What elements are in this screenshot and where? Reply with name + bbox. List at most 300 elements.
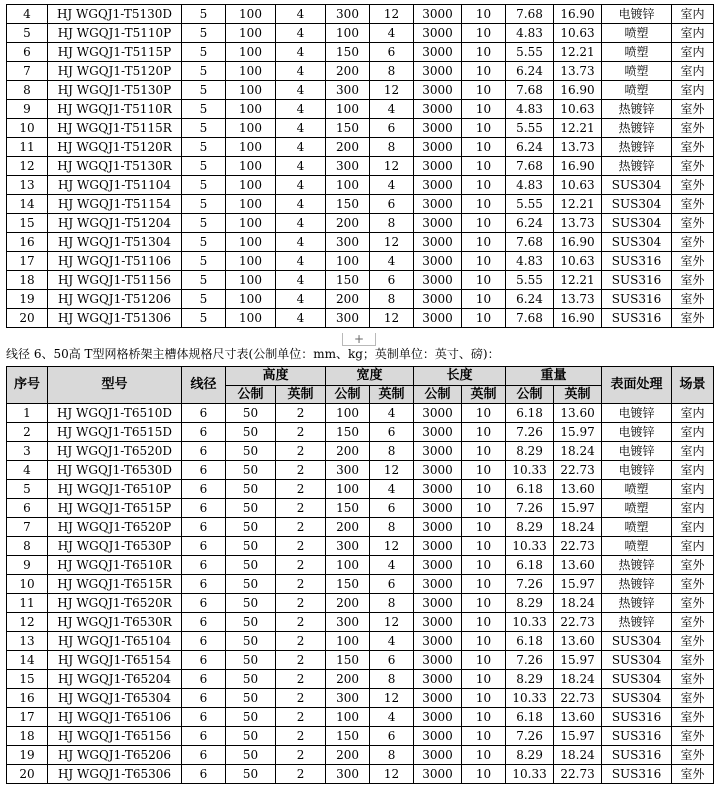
cell-surface: 热镀锌	[602, 613, 672, 632]
cell-width-imperial: 4	[370, 480, 414, 499]
header-height-imperial: 英制	[276, 386, 326, 404]
cell-length-imperial: 10	[462, 708, 506, 727]
cell-seq: 10	[7, 119, 48, 138]
cell-width-metric: 150	[326, 271, 370, 290]
cell-model: HJ WGQJ1-T6515D	[48, 423, 182, 442]
cell-weight-metric: 4.83	[506, 100, 554, 119]
cell-height-metric: 50	[226, 480, 276, 499]
cell-height-imperial: 2	[276, 537, 326, 556]
cell-width-metric: 100	[326, 556, 370, 575]
cell-wire: 5	[182, 62, 226, 81]
cell-surface: SUS304	[602, 670, 672, 689]
cell-wire: 5	[182, 100, 226, 119]
cell-wire: 5	[182, 138, 226, 157]
cell-width-metric: 100	[326, 480, 370, 499]
cell-height-imperial: 2	[276, 404, 326, 423]
table-row	[7, 632, 714, 651]
cell-scene: 室内	[672, 461, 714, 480]
cell-length-metric: 3000	[414, 271, 462, 290]
cell-surface: 热镀锌	[602, 157, 672, 176]
cell-width-imperial: 6	[370, 727, 414, 746]
cell-surface: SUS316	[602, 252, 672, 271]
cell-width-imperial: 8	[370, 670, 414, 689]
cell-height-metric: 50	[226, 689, 276, 708]
cell-length-metric: 3000	[414, 575, 462, 594]
table-row	[7, 119, 714, 138]
cell-height-metric: 100	[226, 252, 276, 271]
cell-weight-imperial: 13.73	[554, 290, 602, 309]
cell-height-imperial: 4	[276, 119, 326, 138]
cell-model: HJ WGQJ1-T6515R	[48, 575, 182, 594]
cell-model: HJ WGQJ1-T65206	[48, 746, 182, 765]
cell-width-metric: 100	[326, 100, 370, 119]
cell-model: HJ WGQJ1-T51154	[48, 195, 182, 214]
cell-length-imperial: 10	[462, 5, 506, 24]
cell-scene: 室外	[672, 176, 714, 195]
cell-width-imperial: 6	[370, 43, 414, 62]
cell-weight-metric: 5.55	[506, 195, 554, 214]
cell-surface: 热镀锌	[602, 100, 672, 119]
cell-width-metric: 200	[326, 670, 370, 689]
cell-scene: 室外	[672, 100, 714, 119]
cell-scene: 室外	[672, 157, 714, 176]
cell-seq: 10	[7, 575, 48, 594]
cell-length-metric: 3000	[414, 138, 462, 157]
cell-height-imperial: 2	[276, 442, 326, 461]
cell-height-metric: 100	[226, 214, 276, 233]
cell-weight-imperial: 13.60	[554, 404, 602, 423]
cell-model: HJ WGQJ1-T65306	[48, 765, 182, 784]
cell-weight-metric: 7.68	[506, 5, 554, 24]
table-row	[7, 499, 714, 518]
cell-weight-metric: 7.26	[506, 575, 554, 594]
cell-width-imperial: 6	[370, 651, 414, 670]
cell-height-imperial: 4	[276, 157, 326, 176]
cell-weight-imperial: 18.24	[554, 670, 602, 689]
cell-surface: 电镀锌	[602, 442, 672, 461]
cell-height-metric: 50	[226, 518, 276, 537]
cell-scene: 室外	[672, 309, 714, 328]
cell-length-imperial: 10	[462, 613, 506, 632]
cell-height-imperial: 4	[276, 252, 326, 271]
cell-width-imperial: 8	[370, 442, 414, 461]
cell-model: HJ WGQJ1-T6510P	[48, 480, 182, 499]
cell-surface: 热镀锌	[602, 138, 672, 157]
cell-length-imperial: 10	[462, 233, 506, 252]
cell-width-metric: 300	[326, 613, 370, 632]
table-row	[7, 613, 714, 632]
cell-length-imperial: 10	[462, 24, 506, 43]
table-row	[7, 480, 714, 499]
table-row	[7, 309, 714, 328]
cell-width-metric: 100	[326, 252, 370, 271]
cell-model: HJ WGQJ1-T5130D	[48, 5, 182, 24]
cell-scene: 室内	[672, 480, 714, 499]
cell-weight-metric: 10.33	[506, 613, 554, 632]
table-row	[7, 214, 714, 233]
cell-height-metric: 100	[226, 290, 276, 309]
cell-width-imperial: 4	[370, 404, 414, 423]
cell-scene: 室内	[672, 499, 714, 518]
cell-weight-metric: 4.83	[506, 24, 554, 43]
cell-seq: 6	[7, 43, 48, 62]
cell-wire: 5	[182, 271, 226, 290]
cell-length-imperial: 10	[462, 480, 506, 499]
cell-surface: 喷塑	[602, 499, 672, 518]
cell-weight-metric: 6.18	[506, 556, 554, 575]
table-row	[7, 518, 714, 537]
cell-wire: 5	[182, 214, 226, 233]
cell-height-imperial: 2	[276, 689, 326, 708]
cell-length-imperial: 10	[462, 290, 506, 309]
cell-wire: 6	[182, 518, 226, 537]
table-row	[7, 670, 714, 689]
cell-weight-imperial: 12.21	[554, 43, 602, 62]
cell-surface: SUS304	[602, 651, 672, 670]
cell-height-imperial: 2	[276, 613, 326, 632]
cell-width-metric: 150	[326, 575, 370, 594]
cell-scene: 室外	[672, 214, 714, 233]
cell-wire: 6	[182, 746, 226, 765]
cell-length-metric: 3000	[414, 480, 462, 499]
cell-length-imperial: 10	[462, 461, 506, 480]
header-width: 宽度	[326, 367, 414, 386]
cell-seq: 5	[7, 480, 48, 499]
cell-weight-metric: 4.83	[506, 176, 554, 195]
cell-length-imperial: 10	[462, 499, 506, 518]
cell-model: HJ WGQJ1-T51104	[48, 176, 182, 195]
cell-surface: 喷塑	[602, 43, 672, 62]
cell-width-metric: 100	[326, 632, 370, 651]
cell-width-metric: 200	[326, 214, 370, 233]
cell-width-metric: 300	[326, 461, 370, 480]
table-row	[7, 689, 714, 708]
cell-model: HJ WGQJ1-T65304	[48, 689, 182, 708]
table-row	[7, 138, 714, 157]
cell-length-imperial: 10	[462, 309, 506, 328]
cell-scene: 室外	[672, 613, 714, 632]
cell-height-imperial: 4	[276, 233, 326, 252]
cell-weight-imperial: 22.73	[554, 461, 602, 480]
header-width-imperial: 英制	[370, 386, 414, 404]
cell-weight-imperial: 13.60	[554, 556, 602, 575]
cell-weight-imperial: 18.24	[554, 442, 602, 461]
cell-width-metric: 200	[326, 594, 370, 613]
cell-seq: 20	[7, 765, 48, 784]
cell-length-imperial: 10	[462, 252, 506, 271]
cell-height-imperial: 2	[276, 556, 326, 575]
cell-width-imperial: 4	[370, 100, 414, 119]
cell-length-imperial: 10	[462, 271, 506, 290]
cell-seq: 4	[7, 5, 48, 24]
cell-width-imperial: 4	[370, 708, 414, 727]
table-row	[7, 81, 714, 100]
cell-scene: 室内	[672, 24, 714, 43]
cell-model: HJ WGQJ1-T6520D	[48, 442, 182, 461]
cell-surface: SUS304	[602, 689, 672, 708]
cell-length-metric: 3000	[414, 708, 462, 727]
cell-wire: 5	[182, 81, 226, 100]
cell-seq: 15	[7, 214, 48, 233]
header-width-metric: 公制	[326, 386, 370, 404]
cell-height-metric: 100	[226, 233, 276, 252]
cell-model: HJ WGQJ1-T5110R	[48, 100, 182, 119]
cell-weight-imperial: 15.97	[554, 727, 602, 746]
cell-length-metric: 3000	[414, 556, 462, 575]
cell-model: HJ WGQJ1-T65104	[48, 632, 182, 651]
cell-model: HJ WGQJ1-T6510D	[48, 404, 182, 423]
cell-surface: SUS304	[602, 195, 672, 214]
cell-height-imperial: 4	[276, 195, 326, 214]
cell-height-metric: 50	[226, 727, 276, 746]
cell-seq: 16	[7, 233, 48, 252]
cell-height-imperial: 4	[276, 24, 326, 43]
cell-model: HJ WGQJ1-T51304	[48, 233, 182, 252]
cell-model: HJ WGQJ1-T65204	[48, 670, 182, 689]
cell-model: HJ WGQJ1-T65156	[48, 727, 182, 746]
cell-weight-metric: 6.18	[506, 632, 554, 651]
cell-surface: 热镀锌	[602, 575, 672, 594]
cell-weight-metric: 6.18	[506, 708, 554, 727]
cell-weight-imperial: 13.60	[554, 708, 602, 727]
cell-seq: 13	[7, 176, 48, 195]
cell-wire: 6	[182, 670, 226, 689]
cell-width-imperial: 6	[370, 499, 414, 518]
cell-surface: 喷塑	[602, 24, 672, 43]
cell-weight-metric: 5.55	[506, 43, 554, 62]
cell-surface: 喷塑	[602, 62, 672, 81]
cell-weight-imperial: 10.63	[554, 176, 602, 195]
cell-surface: 电镀锌	[602, 5, 672, 24]
cell-length-metric: 3000	[414, 537, 462, 556]
table-row	[7, 5, 714, 24]
cell-surface: 喷塑	[602, 480, 672, 499]
cell-length-metric: 3000	[414, 176, 462, 195]
table-row	[7, 100, 714, 119]
cell-surface: 热镀锌	[602, 119, 672, 138]
table-row	[7, 43, 714, 62]
cell-weight-metric: 7.68	[506, 157, 554, 176]
cell-model: HJ WGQJ1-T51106	[48, 252, 182, 271]
cell-weight-imperial: 10.63	[554, 100, 602, 119]
cell-wire: 5	[182, 233, 226, 252]
cell-seq: 18	[7, 271, 48, 290]
cell-width-imperial: 12	[370, 613, 414, 632]
cell-wire: 6	[182, 442, 226, 461]
cell-length-imperial: 10	[462, 214, 506, 233]
cell-scene: 室外	[672, 138, 714, 157]
cell-length-imperial: 10	[462, 575, 506, 594]
cell-width-metric: 200	[326, 290, 370, 309]
cell-model: HJ WGQJ1-T51206	[48, 290, 182, 309]
cell-length-imperial: 10	[462, 62, 506, 81]
cell-height-metric: 50	[226, 499, 276, 518]
cell-width-imperial: 8	[370, 214, 414, 233]
cell-width-imperial: 8	[370, 594, 414, 613]
cell-weight-imperial: 16.90	[554, 5, 602, 24]
cell-weight-imperial: 13.73	[554, 138, 602, 157]
cell-wire: 6	[182, 727, 226, 746]
cell-scene: 室外	[672, 632, 714, 651]
cell-surface: SUS316	[602, 271, 672, 290]
cell-height-metric: 50	[226, 613, 276, 632]
spec-table-wire-6	[6, 366, 714, 784]
spec-table-wire-5	[6, 4, 714, 328]
header-height: 高度	[226, 367, 326, 386]
cell-height-imperial: 2	[276, 594, 326, 613]
cell-width-imperial: 12	[370, 5, 414, 24]
cell-height-imperial: 2	[276, 727, 326, 746]
cell-surface: SUS316	[602, 727, 672, 746]
cell-length-metric: 3000	[414, 290, 462, 309]
cell-height-imperial: 2	[276, 499, 326, 518]
cell-height-metric: 50	[226, 765, 276, 784]
table-row	[7, 765, 714, 784]
cell-weight-metric: 6.24	[506, 290, 554, 309]
cell-seq: 15	[7, 670, 48, 689]
table-row	[7, 233, 714, 252]
cell-model: HJ WGQJ1-T51306	[48, 309, 182, 328]
cell-length-metric: 3000	[414, 727, 462, 746]
cell-surface: SUS316	[602, 309, 672, 328]
cell-width-metric: 300	[326, 233, 370, 252]
cell-scene: 室内	[672, 442, 714, 461]
cell-height-imperial: 2	[276, 708, 326, 727]
cell-width-metric: 200	[326, 518, 370, 537]
cell-height-imperial: 4	[276, 290, 326, 309]
cell-height-metric: 50	[226, 651, 276, 670]
cell-height-metric: 100	[226, 176, 276, 195]
cell-model: HJ WGQJ1-T6530P	[48, 537, 182, 556]
cell-width-imperial: 12	[370, 81, 414, 100]
cell-seq: 16	[7, 689, 48, 708]
table-row	[7, 423, 714, 442]
cell-width-imperial: 8	[370, 518, 414, 537]
cell-width-imperial: 4	[370, 556, 414, 575]
cell-scene: 室外	[672, 727, 714, 746]
cell-height-metric: 100	[226, 271, 276, 290]
cell-width-imperial: 12	[370, 157, 414, 176]
cell-wire: 6	[182, 404, 226, 423]
cell-seq: 7	[7, 518, 48, 537]
cell-height-metric: 100	[226, 138, 276, 157]
cell-model: HJ WGQJ1-T5130P	[48, 81, 182, 100]
cell-height-metric: 100	[226, 24, 276, 43]
cell-height-imperial: 2	[276, 765, 326, 784]
cell-wire: 6	[182, 613, 226, 632]
cell-length-metric: 3000	[414, 765, 462, 784]
cell-wire: 5	[182, 176, 226, 195]
cell-length-imperial: 10	[462, 537, 506, 556]
cell-wire: 5	[182, 195, 226, 214]
cell-length-imperial: 10	[462, 138, 506, 157]
cell-height-metric: 50	[226, 556, 276, 575]
cell-seq: 14	[7, 195, 48, 214]
cell-scene: 室外	[672, 651, 714, 670]
cell-height-metric: 50	[226, 537, 276, 556]
table-row	[7, 195, 714, 214]
header-height-metric: 公制	[226, 386, 276, 404]
cell-width-metric: 150	[326, 499, 370, 518]
cell-width-imperial: 12	[370, 233, 414, 252]
cell-length-metric: 3000	[414, 100, 462, 119]
cell-width-metric: 200	[326, 62, 370, 81]
cell-width-metric: 300	[326, 537, 370, 556]
table-row	[7, 727, 714, 746]
cell-weight-metric: 8.29	[506, 594, 554, 613]
cell-width-metric: 100	[326, 708, 370, 727]
cell-width-metric: 150	[326, 43, 370, 62]
table-row	[7, 157, 714, 176]
cell-scene: 室内	[672, 43, 714, 62]
cell-width-imperial: 4	[370, 176, 414, 195]
table-row	[7, 404, 714, 423]
cell-surface: SUS316	[602, 746, 672, 765]
cell-wire: 6	[182, 651, 226, 670]
cell-width-metric: 300	[326, 689, 370, 708]
cell-wire: 6	[182, 708, 226, 727]
cell-length-metric: 3000	[414, 613, 462, 632]
cell-height-metric: 100	[226, 119, 276, 138]
header-weight-metric: 公制	[506, 386, 554, 404]
cell-surface: 热镀锌	[602, 556, 672, 575]
cell-model: HJ WGQJ1-T6520P	[48, 518, 182, 537]
cell-height-imperial: 4	[276, 309, 326, 328]
cell-height-metric: 100	[226, 195, 276, 214]
cell-seq: 6	[7, 499, 48, 518]
cell-weight-metric: 5.55	[506, 271, 554, 290]
cell-height-metric: 50	[226, 670, 276, 689]
cell-weight-metric: 7.68	[506, 81, 554, 100]
cell-height-imperial: 2	[276, 461, 326, 480]
cell-width-imperial: 6	[370, 423, 414, 442]
cell-model: HJ WGQJ1-T5115R	[48, 119, 182, 138]
cell-model: HJ WGQJ1-T51156	[48, 271, 182, 290]
cell-width-imperial: 6	[370, 575, 414, 594]
cell-length-metric: 3000	[414, 252, 462, 271]
cell-weight-metric: 6.18	[506, 480, 554, 499]
cell-scene: 室外	[672, 195, 714, 214]
cell-length-metric: 3000	[414, 5, 462, 24]
cell-weight-imperial: 13.73	[554, 62, 602, 81]
cell-model: HJ WGQJ1-T65106	[48, 708, 182, 727]
cell-width-metric: 300	[326, 5, 370, 24]
cell-scene: 室内	[672, 5, 714, 24]
cell-width-metric: 300	[326, 309, 370, 328]
cell-weight-metric: 8.29	[506, 670, 554, 689]
cell-weight-imperial: 18.24	[554, 746, 602, 765]
cell-weight-imperial: 12.21	[554, 195, 602, 214]
cell-seq: 12	[7, 613, 48, 632]
cell-scene: 室外	[672, 290, 714, 309]
cell-width-metric: 100	[326, 404, 370, 423]
table-row	[7, 176, 714, 195]
cell-width-metric: 100	[326, 176, 370, 195]
cell-model: HJ WGQJ1-T5110P	[48, 24, 182, 43]
cell-seq: 18	[7, 727, 48, 746]
cell-length-metric: 3000	[414, 651, 462, 670]
cell-height-metric: 100	[226, 43, 276, 62]
table-row	[7, 271, 714, 290]
cell-length-imperial: 10	[462, 746, 506, 765]
cell-length-imperial: 10	[462, 43, 506, 62]
insert-row-button[interactable]: +	[342, 333, 376, 346]
cell-scene: 室外	[672, 575, 714, 594]
cell-weight-metric: 8.29	[506, 518, 554, 537]
cell-weight-metric: 8.29	[506, 746, 554, 765]
cell-seq: 12	[7, 157, 48, 176]
cell-seq: 8	[7, 81, 48, 100]
